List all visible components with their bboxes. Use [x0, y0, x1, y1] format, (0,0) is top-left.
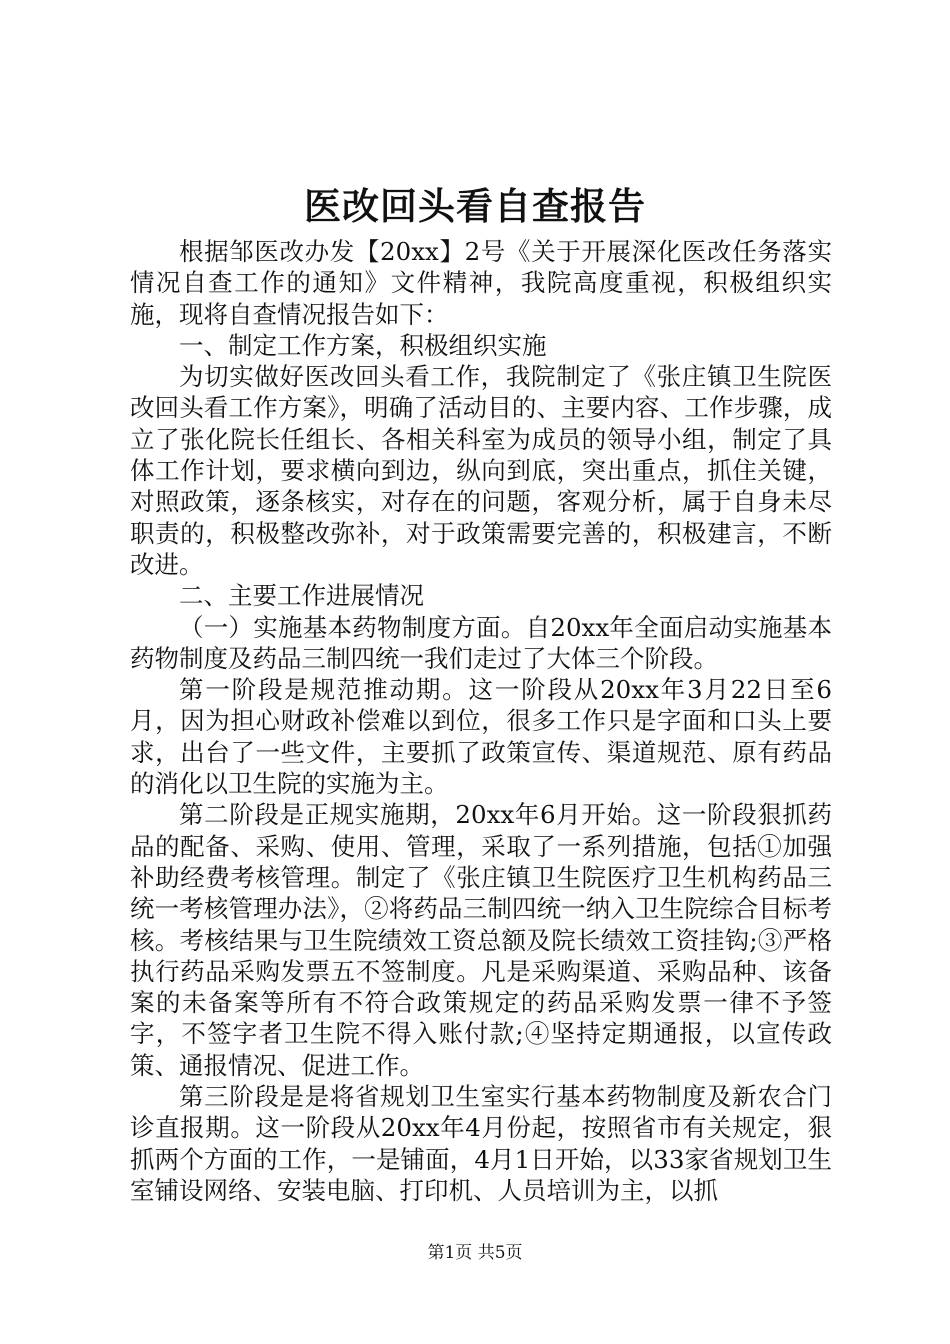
- section-1-paragraph: 为切实做好医改回头看工作，我院制定了《张庄镇卫生院医改回头看工作方案》，明确了活动目的、主要内容、工作步骤，成立了张化院长任组长、各相关科室为成员的领导小组，制定了具体工作计划，要求横向到边，纵向到底，突出重点，抓住关键，对照政策，逐条核实，对存在的问题，客观分析，属于自身未尽职责的，积极整改弥补，对于政策需要完善的，积极建言，不断改进。: [130, 362, 832, 579]
- stage-2-paragraph: 第二阶段是正规实施期，20xx年6月开始。这一阶段狠抓药品的配备、采购、使用、管理，采取了一系列措施，包括①加强补助经费考核管理。制定了《张庄镇卫生院医疗卫生机构药品三统一考核管理办法》，②将药品三制四统一纳入卫生院综合目标考核。考核结果与卫生院绩效工资总额及院长绩效工资挂钩;③严格执行药品采购发票五不签制度。凡是采购渠道、采购品种、该备案的未备案等所有不符合政策规定的药品采购发票一律不予签字，不签字者卫生院不得入账付款;④坚持定期通报，以宣传政策、通报情况、促进工作。: [130, 800, 832, 1080]
- page-footer: 第1页 共5页: [427, 1243, 523, 1263]
- stage-3-paragraph: 第三阶段是是将省规划卫生室实行基本药物制度及新农合门诊直报期。这一阶段从20xx年4月份起，按照省市有关规定，狠抓两个方面的工作，一是铺面，4月1日开始，以33家省规划卫生室铺设网络、安装电脑、打印机、人员培训为主，以抓: [130, 1082, 832, 1205]
- section-heading-2: 二、主要工作进展情况: [179, 581, 424, 611]
- document-title: 医改回头看自查报告: [304, 184, 646, 228]
- intro-paragraph: 根据邹医改办发【20xx】2号《关于开展深化医改任务落实情况自查工作的通知》文件精神，我院高度重视，积极组织实施，现将自查情况报告如下：: [130, 237, 832, 329]
- document-body: [130, 236, 832, 1206]
- stage-1-paragraph: 第一阶段是规范推动期。这一阶段从20xx年3月22日至6月，因为担心财政补偿难以到位，很多工作只是字面和口头上要求，出台了一些文件，主要抓了政策宣传、渠道规范、原有药品的消化以卫生院的实施为主。: [130, 675, 832, 799]
- subsection-paragraph: （一）实施基本药物制度方面。自20xx年全面启动实施基本药物制度及药品三制四统一我们走过了大体三个阶段。: [130, 612, 832, 673]
- section-heading-1: 一、制定工作方案，积极组织实施: [179, 330, 547, 360]
